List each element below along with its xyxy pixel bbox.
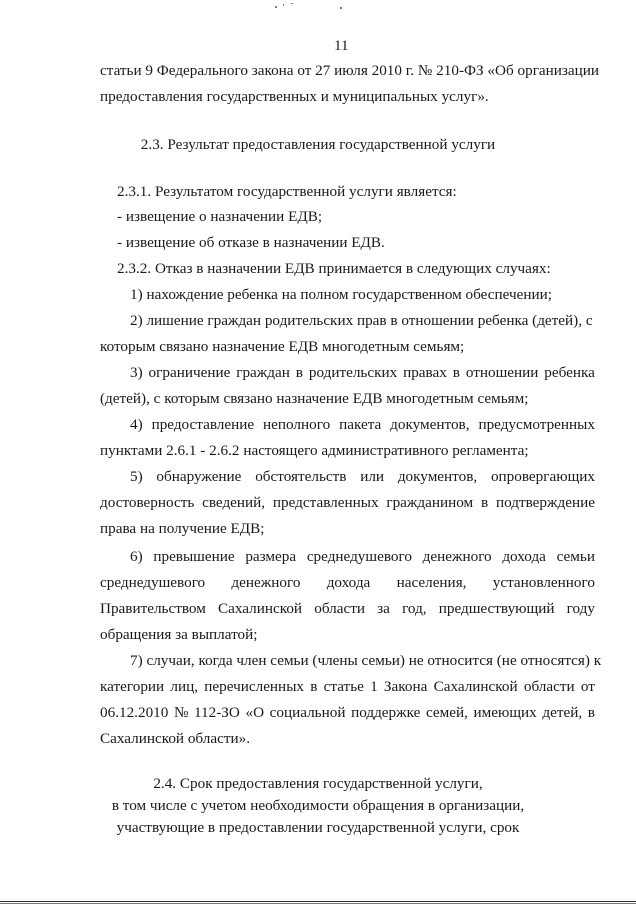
list-item-3-line-2: (детей), с которым связано назначение ЕДВ многодетным семьям; xyxy=(100,390,529,407)
word: Сахалинской xyxy=(218,600,303,617)
word: статье xyxy=(323,678,364,695)
scan-edge-line xyxy=(0,903,636,904)
list-item-7-line-2 xyxy=(100,678,595,696)
word: родительских xyxy=(308,364,398,381)
word: 4) xyxy=(130,416,143,433)
word: денежного xyxy=(422,548,492,565)
section-2-4-heading-line-2: в том числе с учетом необходимости обращения в организации, xyxy=(111,797,525,814)
word: 3) xyxy=(130,364,143,381)
word: году xyxy=(566,600,595,617)
word: среднедушевого xyxy=(306,548,412,565)
clause-2-3-2: 2.3.2. Отказ в назначении ЕДВ принимается в следующих случаях: xyxy=(117,260,551,277)
bullet-item: - извещение об отказе в назначении ЕДВ. xyxy=(117,234,385,251)
word: размера xyxy=(245,548,297,565)
word: области xyxy=(523,678,575,695)
word: правах xyxy=(403,364,447,381)
word: год, xyxy=(402,600,427,617)
word: семей, xyxy=(425,704,468,721)
scan-speck xyxy=(291,3,293,4)
list-item-5-line-2 xyxy=(100,494,595,512)
word: предшествующий xyxy=(438,600,555,617)
word: дохода xyxy=(502,548,546,565)
word: в xyxy=(480,494,489,511)
scan-speck xyxy=(283,4,284,6)
word: 1 xyxy=(370,678,378,695)
scan-speck xyxy=(275,6,277,8)
word: Закона xyxy=(383,678,428,695)
word: установленного xyxy=(492,574,595,591)
word: обнаружение xyxy=(156,468,242,485)
word: предусмотренных xyxy=(478,416,595,433)
word: Правительством xyxy=(100,600,206,617)
word: детей, xyxy=(542,704,583,721)
word: граждан xyxy=(236,364,290,381)
word: подтверждение xyxy=(495,494,595,511)
word: семьи xyxy=(556,548,595,565)
section-2-4-heading-line-1: 2.4. Срок предоставления государственной услуги, xyxy=(153,775,483,792)
word: в xyxy=(310,678,318,695)
section-2-3-heading: 2.3. Результат предоставления государственной услуги xyxy=(140,136,496,153)
word: или xyxy=(360,468,385,485)
word: № xyxy=(173,704,189,721)
word: лиц, xyxy=(170,678,199,695)
word: превышение xyxy=(153,548,235,565)
list-item-7-line-4: Сахалинской области». xyxy=(100,730,250,747)
list-item-2-line-1: 2) лишение граждан родительских прав в отношении ребенка (детей), с xyxy=(130,312,593,329)
word: гражданином xyxy=(386,494,474,511)
list-item-5-line-3: права на получение ЕДВ; xyxy=(100,520,265,537)
word: от xyxy=(580,678,595,695)
word: пакета xyxy=(339,416,382,433)
scan-speck xyxy=(340,7,342,9)
word: социальной xyxy=(269,704,346,721)
list-item-1: 1) нахождение ребенка на полном государственном обеспечении; xyxy=(130,286,553,303)
word: в xyxy=(295,364,303,381)
word: за xyxy=(377,600,390,617)
list-item-6-line-4: обращения за выплатой; xyxy=(100,626,258,643)
word: документов, xyxy=(390,416,470,433)
word: ограничение xyxy=(148,364,231,381)
word: отношении xyxy=(465,364,539,381)
word: денежного xyxy=(231,574,301,591)
section-2-4-heading-line-3: участвующие в предоставлении государственной услуги, срок xyxy=(116,819,520,836)
list-item-6-line-2 xyxy=(100,574,595,592)
clause-2-3-1: 2.3.1. Результатом государственной услуги является: xyxy=(117,183,457,200)
word: сведений, xyxy=(202,494,266,511)
word: «О xyxy=(245,704,265,721)
word: предоставление xyxy=(151,416,255,433)
list-item-6-line-1 xyxy=(130,548,595,566)
word: 112-ЗО xyxy=(194,704,240,721)
word: перечисленных xyxy=(204,678,304,695)
word: 06.12.2010 xyxy=(100,704,169,721)
intro-line-1: статьи 9 Федерального закона от 27 июля 2010 г. № 210-ФЗ «Об организации xyxy=(100,62,600,79)
scan-edge-line xyxy=(0,901,636,902)
word: в xyxy=(452,364,460,381)
word: в xyxy=(587,704,595,721)
word: категории xyxy=(100,678,165,695)
word: обстоятельств xyxy=(255,468,347,485)
word: ребенка xyxy=(544,364,595,381)
list-item-3-line-1 xyxy=(130,364,595,382)
word: населения, xyxy=(396,574,467,591)
word: документов, xyxy=(397,468,478,485)
list-item-6-line-3 xyxy=(100,600,595,618)
page-number: 11 xyxy=(334,37,349,54)
word: 6) xyxy=(130,548,143,565)
list-item-4-line-1 xyxy=(130,416,595,434)
intro-line-2: предоставления государственных и муниципальных услуг». xyxy=(100,88,489,105)
word: области xyxy=(314,600,365,617)
list-item-2-line-2: которым связано назначение ЕДВ многодетным семьям; xyxy=(100,338,465,355)
word: достоверность xyxy=(100,494,195,511)
word: неполного xyxy=(263,416,331,433)
word: 5) xyxy=(130,468,143,485)
word: поддержке xyxy=(351,704,421,721)
word: Сахалинской xyxy=(433,678,518,695)
word: имеющих xyxy=(473,704,537,721)
list-item-7-line-3 xyxy=(100,704,595,722)
list-item-4-line-2: пунктами 2.6.1 - 2.6.2 настоящего административного регламента; xyxy=(100,442,529,459)
list-item-7-line-1: 7) случаи, когда член семьи (члены семьи) не относится (не относятся) к xyxy=(130,652,602,669)
word: представленных xyxy=(272,494,379,511)
word: опровергающих xyxy=(490,468,595,485)
word: среднедушевого xyxy=(100,574,206,591)
list-item-5-line-1 xyxy=(130,468,595,486)
bullet-item: - извещение о назначении ЕДВ; xyxy=(117,208,323,225)
word: дохода xyxy=(326,574,371,591)
